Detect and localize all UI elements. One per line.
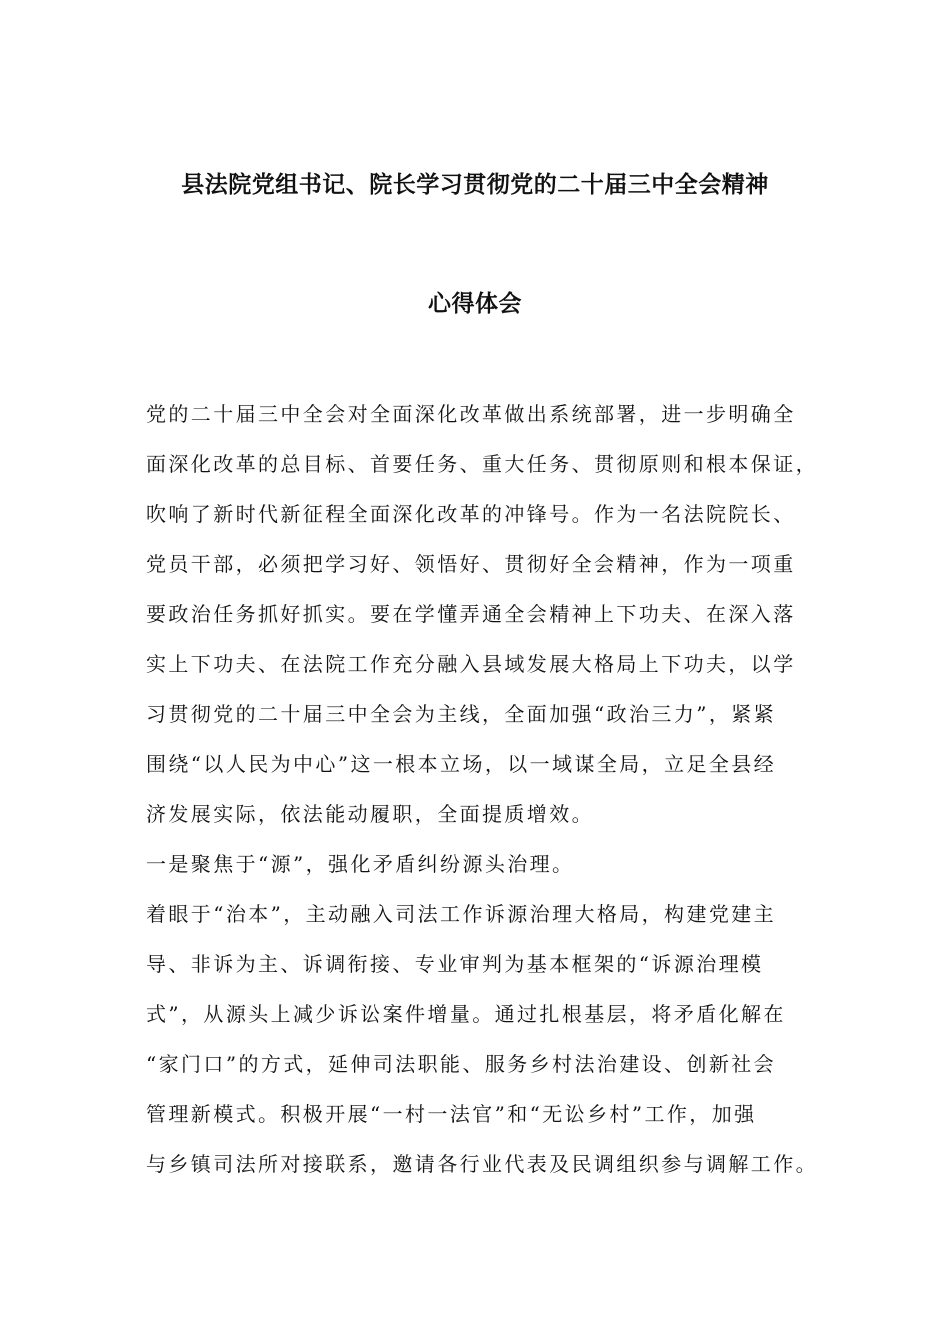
paragraph-line: 围绕“以人民为中心”这一根本立场，以一域谋全局，立足全县经: [146, 752, 777, 776]
paragraph-line: 管理新模式。积极开展“一村一法官”和“无讼乡村”工作，加强: [146, 1102, 757, 1126]
paragraph-line: 济发展实际，依法能动履职，全面提质增效。: [146, 802, 594, 826]
paragraph-line: 导、非诉为主、诉调衔接、专业审判为基本框架的“诉源治理模: [146, 952, 764, 976]
paragraph-line: 吹响了新时代新征程全面深化改革的冲锋号。作为一名法院院长、: [146, 502, 796, 526]
document-title-line-2: 心得体会: [428, 290, 522, 317]
paragraph-line: 与乡镇司法所对接联系，邀请各行业代表及民调组织参与调解工作。: [146, 1152, 818, 1176]
paragraph-line: 习贯彻党的二十届三中全会为主线，全面加强“政治三力”，紧紧: [146, 702, 777, 726]
paragraph-line: 面深化改革的总目标、首要任务、重大任务、贯彻原则和根本保证，: [146, 452, 818, 476]
paragraph-line: 实上下功夫、在法院工作充分融入县域发展大格局上下功夫，以学: [146, 652, 796, 676]
paragraph-line: 着眼于“治本”，主动融入司法工作诉源治理大格局，构建党建主: [146, 902, 777, 926]
section-heading-text: 一是聚焦于“源”，强化矛盾纠纷源头治理。: [146, 852, 575, 876]
paragraph-line: “家门口”的方式，延伸司法职能、服务乡村法治建设、创新社会: [146, 1052, 777, 1076]
document-title-line-1: 县法院党组书记、院长学习贯彻党的二十届三中全会精神: [181, 171, 769, 198]
paragraph-line: 党的二十届三中全会对全面深化改革做出系统部署，进一步明确全: [146, 402, 796, 426]
paragraph-line: 要政治任务抓好抓实。要在学懂弄通全会精神上下功夫、在深入落: [146, 602, 796, 626]
paragraph-intro: [146, 389, 836, 839]
section-heading: [146, 839, 836, 889]
paragraph-source-governance: [146, 889, 836, 1189]
paragraph-line: 式”，从源头上减少诉讼案件增量。通过扎根基层，将矛盾化解在: [146, 1002, 786, 1026]
paragraph-line: 党员干部，必须把学习好、领悟好、贯彻好全会精神，作为一项重: [146, 552, 796, 576]
